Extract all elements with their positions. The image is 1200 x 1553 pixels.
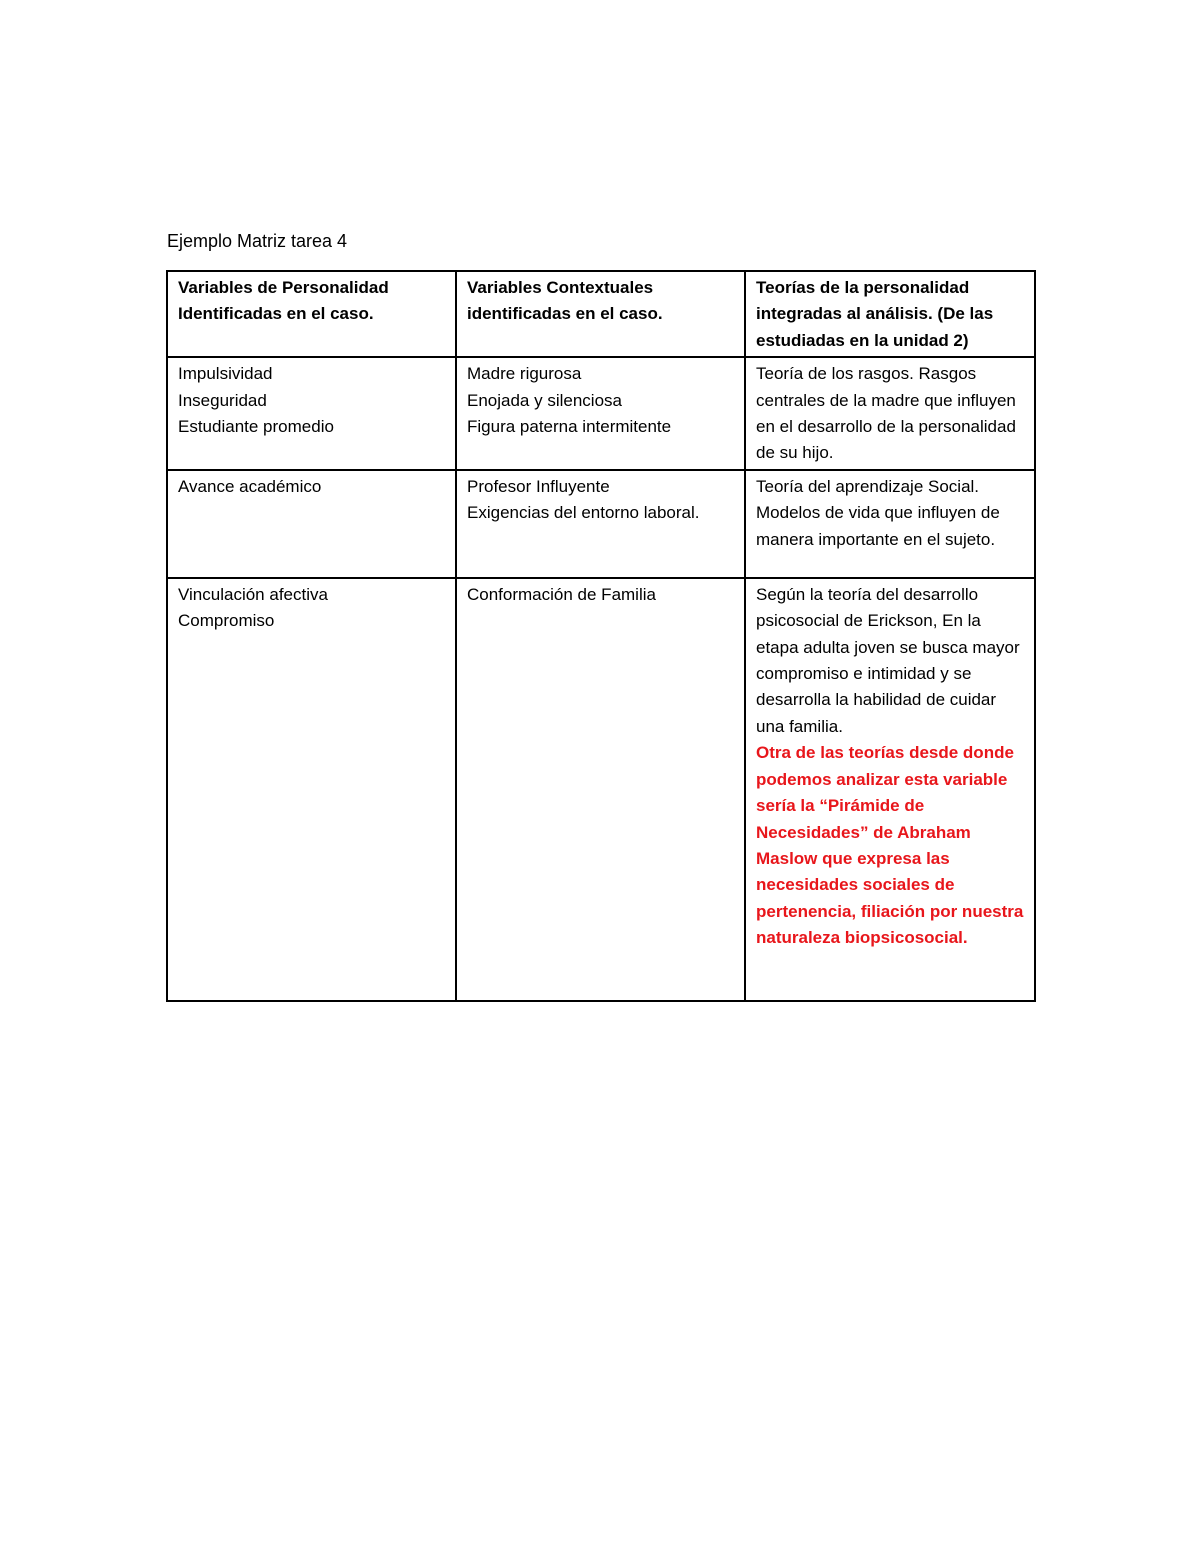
- list-item: Enojada y silenciosa: [467, 390, 622, 410]
- theory-text: Teoría de los rasgos. Rasgos centrales de la madre que influyen en el desarrollo de la personalidad de su hijo.: [756, 364, 1016, 463]
- header-personalidad: Variables de Personalidad Identificadas en el caso.: [167, 271, 456, 357]
- list-item: Compromiso: [178, 611, 275, 631]
- list-item: Conformación de Familia: [467, 584, 656, 604]
- cell-teorias: [745, 578, 1035, 1001]
- list-item: Figura paterna intermitente: [467, 417, 672, 437]
- table-row: [167, 578, 1035, 1001]
- list-item: Vinculación afectiva: [178, 584, 328, 604]
- cell-personalidad: [167, 578, 456, 1001]
- cell-teorias: [745, 470, 1035, 578]
- theory-text: Teoría del aprendizaje Social. Modelos de vida que influyen de manera importante en el sujeto.: [756, 476, 1000, 549]
- list-item: Exigencias del entorno laboral.: [467, 503, 700, 523]
- table-header-row: [167, 271, 1035, 357]
- list-item: Estudiante promedio: [178, 417, 334, 437]
- cell-personalidad: [167, 470, 456, 578]
- list-item: Avance académico: [178, 476, 322, 496]
- table-row: [167, 470, 1035, 578]
- list-item: Madre rigurosa: [467, 364, 582, 384]
- cell-contextuales: [456, 470, 745, 578]
- header-contextuales: Variables Contextuales identificadas en el caso.: [456, 271, 745, 357]
- list-item: Impulsividad: [178, 364, 273, 384]
- list-item: Inseguridad: [178, 390, 267, 410]
- theory-note-red: Otra de las teorías desde donde podemos analizar esta variable sería la “Pirámide de Necesidades” de Abraham Maslow que expresa las necesidades sociales de pertenencia, filiación por nuestra naturaleza biopsicosocial.: [756, 743, 1024, 948]
- document-title: Ejemplo Matriz tarea 4: [167, 231, 348, 251]
- table-row: [167, 357, 1035, 470]
- cell-teorias: [745, 357, 1035, 470]
- cell-contextuales: [456, 357, 745, 470]
- header-teorias: Teorías de la personalidad integradas al análisis. (De las estudiadas en la unidad 2): [745, 271, 1035, 357]
- theory-text: Según la teoría del desarrollo psicosocial de Erickson, En la etapa adulta joven se busca mayor compromiso e intimidad y se desarrolla la habilidad de cuidar una familia.: [756, 584, 1020, 736]
- cell-personalidad: [167, 357, 456, 470]
- cell-contextuales: [456, 578, 745, 1001]
- matriz-table: [166, 270, 1036, 1002]
- list-item: Profesor Influyente: [467, 476, 610, 496]
